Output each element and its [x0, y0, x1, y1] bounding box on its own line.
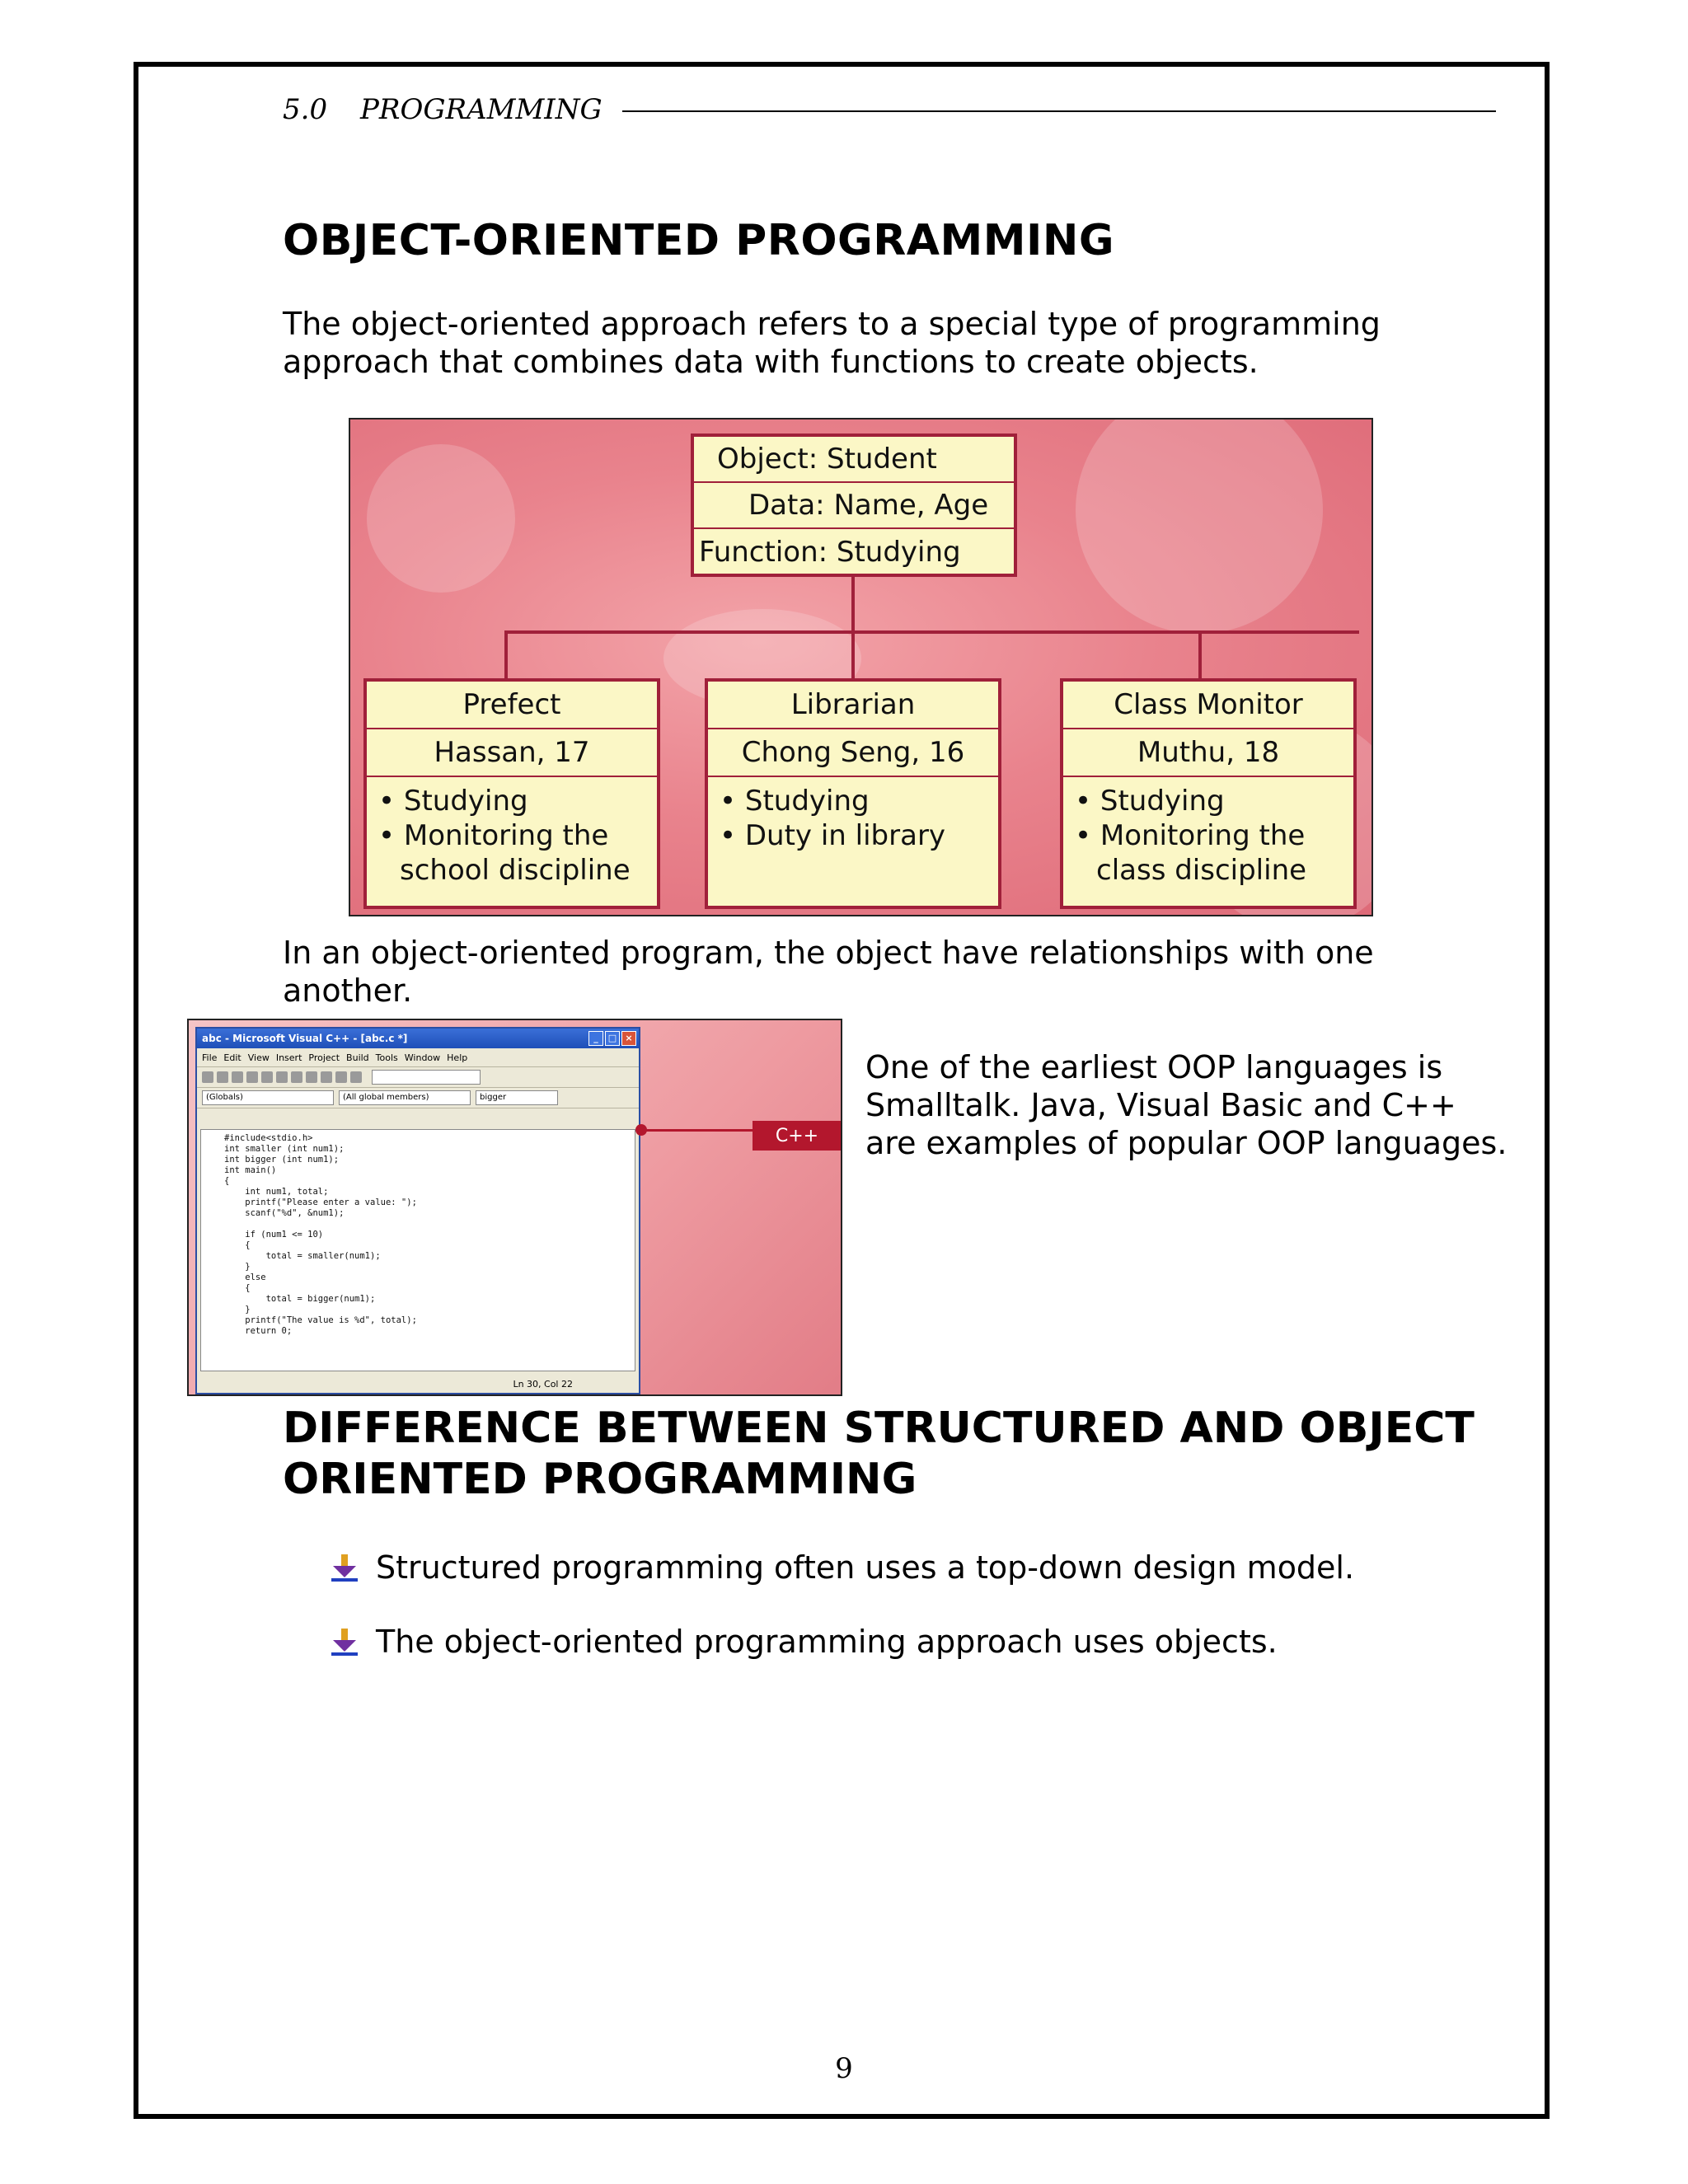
bullet-text: Structured programming often uses a top-down design model. [376, 1549, 1355, 1586]
globals-combo: (Globals) [202, 1090, 334, 1105]
new-file-icon [202, 1071, 213, 1083]
visual-cpp-screenshot [187, 1019, 842, 1396]
menu-item: Window [404, 1052, 441, 1063]
connector-line [1198, 630, 1202, 680]
decor-circle [367, 444, 515, 593]
menu-item: Project [308, 1052, 340, 1063]
intro-line-1: The object-oriented approach refers to a special type of programming [283, 306, 1381, 342]
menu-item: Help [447, 1052, 468, 1063]
list-item [328, 1549, 1354, 1586]
child-class-monitor-box [1060, 678, 1357, 909]
object-title: Object: Student [694, 437, 1014, 483]
status-bar: Ln 30, Col 22 [513, 1378, 573, 1390]
heading-difference: DIFFERENCE BETWEEN STRUCTURED AND OBJECT ORIENTED PROGRAMMING [283, 1404, 1475, 1504]
child-item: • Duty in library [720, 819, 946, 852]
window-titlebar [197, 1029, 639, 1048]
child-librarian-box [705, 678, 1001, 909]
section-title: PROGRAMMING [360, 93, 603, 126]
window-title: abc - Microsoft Visual C++ - [abc.c *] [202, 1033, 408, 1044]
members-combo: (All global members) [339, 1090, 471, 1105]
object-function: Function: Studying [699, 536, 961, 569]
running-header [283, 93, 1496, 126]
ide-window [195, 1027, 640, 1394]
paste-icon [291, 1071, 302, 1083]
child-item: • Studying [378, 785, 528, 818]
code-editor: #include<stdio.h> int smaller (int num1); int bigger (int num1); int main() { int num1, total; printf("Please enter a value: "); scanf("%d", &num1); if (num1 <= 10) { total = smaller(num1); } else { total = bigger(num1); } printf("The value is %d", total); return 0; [200, 1129, 635, 1371]
ide-toolbar [197, 1067, 639, 1088]
find-icon [350, 1071, 362, 1083]
menu-item: Insert [275, 1052, 302, 1063]
menu-item: File [202, 1052, 218, 1063]
child-name: Chong Seng, 16 [708, 729, 998, 777]
function-combo: bigger [476, 1090, 558, 1105]
child-prefect-box [363, 678, 660, 909]
child-item: • Studying [1075, 785, 1225, 818]
arrow-down-bullet-icon [328, 1625, 361, 1658]
heading-oop: OBJECT-ORIENTED PROGRAMMING [283, 216, 1115, 265]
child-role: Librarian [708, 682, 998, 729]
window-icon [335, 1071, 347, 1083]
relationship-line-1: In an object-oriented program, the object have relationships with one [283, 935, 1374, 971]
object-data: Data: Name, Age [694, 483, 1014, 529]
decor-circle [1076, 418, 1323, 634]
connector-line [504, 630, 1359, 634]
object-diagram [349, 418, 1373, 916]
redo-icon [321, 1071, 332, 1083]
menu-item: Edit [223, 1052, 241, 1063]
copy-icon [276, 1071, 288, 1083]
connector-line [504, 630, 508, 680]
save-all-icon [246, 1071, 258, 1083]
child-item: • Monitoring the class discipline [1075, 819, 1307, 887]
cpp-label: C++ [753, 1121, 842, 1151]
child-role: Class Monitor [1063, 682, 1353, 729]
menu-item: Tools [375, 1052, 398, 1063]
connector-line [851, 577, 855, 632]
minimize-icon: _ [588, 1031, 603, 1046]
relationship-paragraph [283, 934, 1437, 1010]
child-item: • Studying [720, 785, 870, 818]
arrow-down-bullet-icon [328, 1551, 361, 1584]
intro-line-2: approach that combines data with functions to create objects. [283, 344, 1259, 380]
intro-paragraph [283, 305, 1437, 381]
maximize-icon: □ [605, 1031, 620, 1046]
ide-combos [197, 1088, 639, 1108]
oop-languages-text: One of the earliest OOP languages is Smalltalk. Java, Visual Basic and C++ are examples of popular OOP languages. [865, 1049, 1507, 1161]
child-item: • Monitoring the school discipline [378, 819, 631, 887]
difference-list [328, 1549, 1354, 1698]
save-icon [232, 1071, 243, 1083]
open-icon [217, 1071, 228, 1083]
menu-item: Build [346, 1052, 369, 1063]
section-number: 5.0 [283, 93, 328, 126]
child-name: Hassan, 17 [367, 729, 657, 777]
cut-icon [261, 1071, 273, 1083]
connector-line [851, 630, 855, 680]
menu-item: View [247, 1052, 270, 1063]
find-input [372, 1070, 481, 1085]
header-rule [622, 110, 1496, 112]
ide-menubar [197, 1048, 639, 1067]
child-name: Muthu, 18 [1063, 729, 1353, 777]
list-item [328, 1624, 1354, 1660]
child-role: Prefect [367, 682, 657, 729]
undo-icon [306, 1071, 317, 1083]
close-icon: × [621, 1031, 636, 1046]
page-number: 9 [835, 2052, 853, 2085]
bullet-text: The object-oriented programming approach uses objects. [376, 1624, 1278, 1660]
relationship-line-2: another. [283, 972, 413, 1009]
object-student-box [691, 434, 1017, 577]
